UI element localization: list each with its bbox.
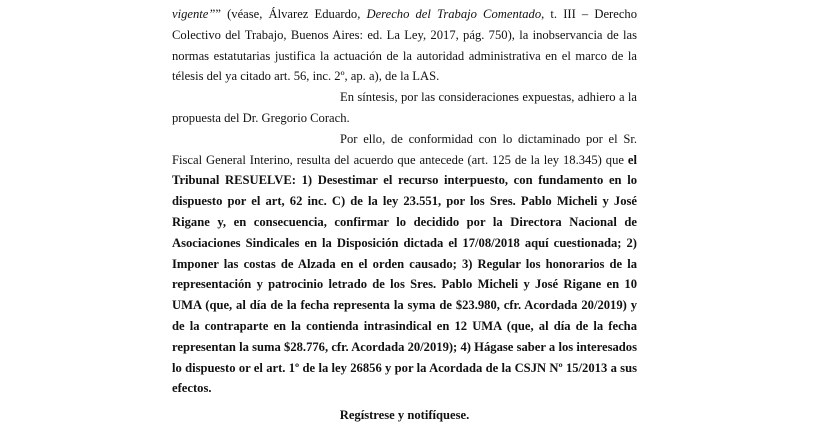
- closing-line: Regístrese y notifíquese.: [339, 408, 470, 423]
- paragraph-synthesis: En síntesis, por las consideraciones expuestas, adhiero a la propuesta del Dr. Gregorio Corach.: [172, 90, 637, 125]
- resolution-operative: el Tribunal RESUELVE: 1) Desestimar el recurso interpuesto, con fundamento en lo dispuesto por el art, 62 inc. C) de la ley 23.551, por los Sres. Pablo Micheli y José Rigane y, en consecuencia, confirmar lo decidido por la Directora Nacional de Asociaciones Sindicales en la Disposición dictada el 17/08/2018 aquí cuestionada; 2) Imponer las costas de Alzada en el orden causado; 3) Regular los honorarios de la representación y patrocinio letrado de los Sres. Pablo Micheli y José Rigane en 10 UMA (que, al día de la fecha representa la syma de $23.980, cfr. Acordada 20/2019) y de la contraparte en la contienda intrasindical en 12 UMA (que, al día de la fecha representan la suma $28.776, cfr. Acordada 20/2019); 4) Hágase saber a los interesados lo dispuesto or el art. 1º de la ley 26856 y por la Acordada de la CSJN Nº 15/2013 a sus efectos.: [172, 152, 637, 396]
- resolution-preamble: Por ello, de conformidad con lo dictaminado por el Sr. Fiscal General Interino, resulta del acuerdo que antecede (art. 125 de la ley 18.345) que: [172, 131, 637, 167]
- paragraph-resolution: [172, 129, 637, 399]
- document-body: [172, 4, 637, 426]
- italic-quote-end: vigente”: [172, 7, 216, 21]
- citation-intro: ” (véase, Álvarez Eduardo,: [215, 7, 367, 21]
- citation-rest: , t. III – Derecho Colectivo del Trabajo, Buenos Aires: ed. La Ley, 2017, pág. 750), la inobservancia de las normas estatutarias justifica la actuación de la autoridad administrativa en el marco de la télesis del ya citado art. 56, inc. 2º, ap. a), de la LAS.: [172, 7, 638, 84]
- paragraph-citation: [172, 4, 637, 87]
- citation-book-title: Derecho del Trabajo Comentado: [366, 7, 542, 21]
